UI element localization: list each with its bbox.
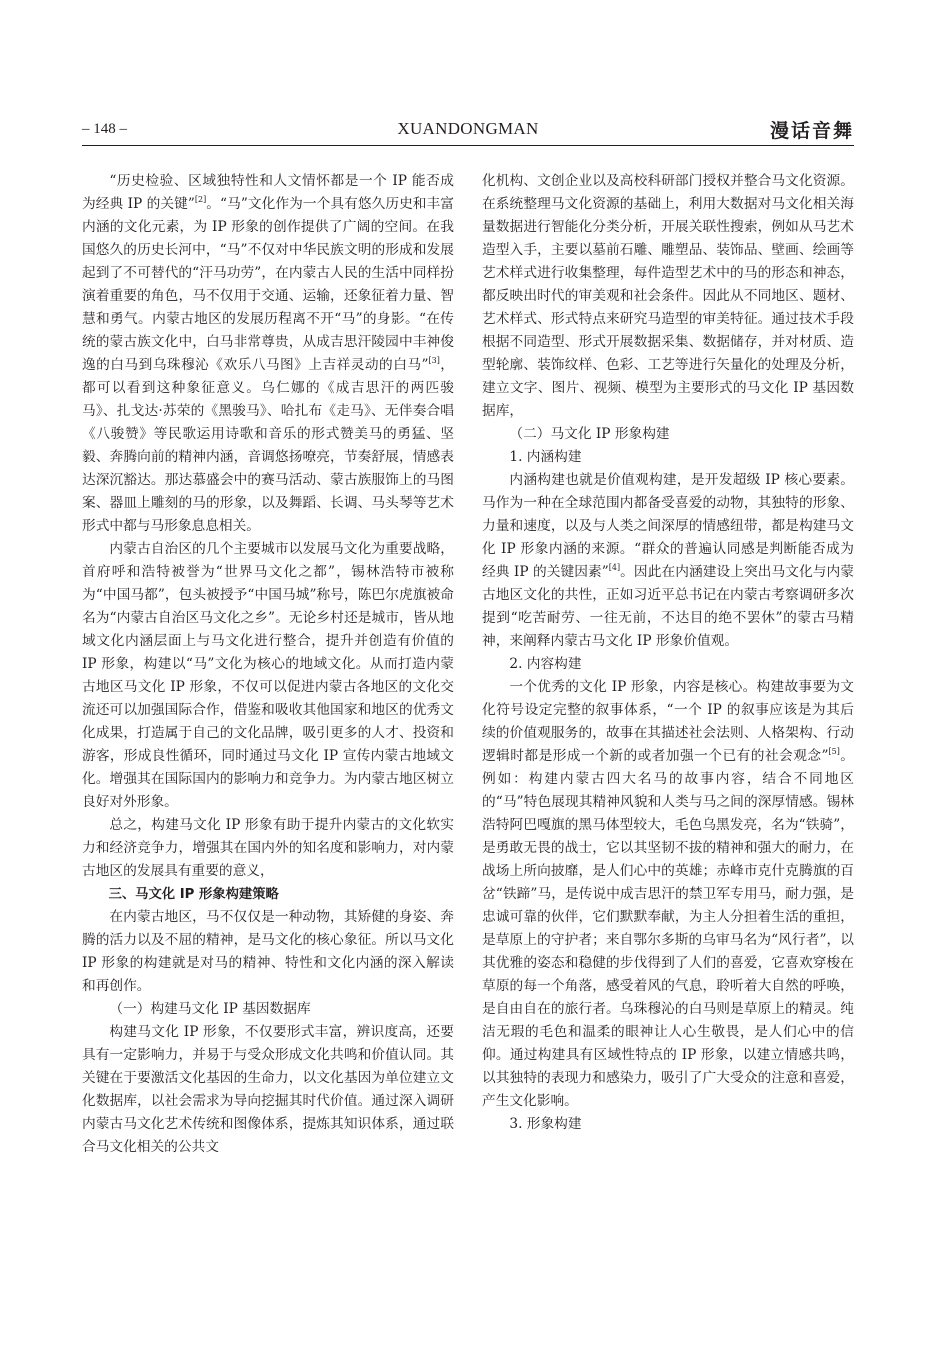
text-run: 。“马”文化作为一个具有悠久历史和丰富内涵的文化元素，为 IP 形象的创作提供了广阔的空间。在我国悠久的历史长河中，“马”不仅对中华民族文明的形成和发展起到了不可替代的“汗马功劳”，在内蒙古人民的生活中同样扮演着重要的角色，马不仅用于交通、运输，还象征着力量、智慧和勇气。内蒙古地区的发展历程离不开“马”的身影。“在传统的蒙古族文化中，白马非常尊贵，从成吉思汗陵园中丰神俊逸的白马到乌珠穆沁《欢乐八马图》上吉祥灵动的白马” — [82, 196, 454, 373]
right-column — [482, 170, 854, 1136]
text-run: 一个优秀的文化 IP 形象，内容是核心。构建故事要为文化符号设定完整的叙事体系，“一个 IP 的叙事应该是为其后续的价值观服务的，故事在其描述社会法则、人格架构、行动逻辑时都是形成一个新的或者加强一个已有的社会观念” — [482, 679, 854, 764]
citation-ref: [5] — [828, 747, 840, 756]
section-heading: 三、马文化 IP 形象构建策略 — [108, 887, 279, 902]
text-run: 。例如：构建内蒙古四大名马的故事内容，结合不同地区的“马”特色展现其精神风貌和人类与马之间的深厚情感。锡林浩特阿巴嘎旗的黑马体型较大，毛色乌黑发亮，名为“铁骑”，是勇敢无畏的战士，它以其坚韧不拔的精神和强大的耐力，在战场上所向披靡，是人们心中的英雄；赤峰市克什克腾旗的百岔“铁蹄”马，是传说中成吉思汗的禁卫军专用马，耐力强，是忠诚可靠的伙伴，它们默默奉献，为主人分担着生活的重担，是草原上的守护者；来自鄂尔多斯的乌审马名为“风行者”，以其优雅的姿态和稳健的步伐得到了人们的喜爱，它喜欢穿梭在草原的每一个角落，感受着风的气息，聆听着大自然的呼唤，是自由自在的旅行者。乌珠穆沁的白马则是草原上的精灵。纯洁无瑕的毛色和温柔的眼神让人心生敬畏，是人们心中的信仰。通过构建具有区域性特点的 IP 形象，以建立情感共鸣，以其独特的表现力和感染力，吸引了广大受众的注意和喜爱，产生文化影响。 — [482, 748, 854, 1109]
header-rule — [82, 145, 854, 146]
paragraph-continued: 化机构、文创企业以及高校科研部门授权并整合马文化资源。在系统整理马文化资源的基础上，利用大数据对马文化相关海量数据进行智能化分类分析，开展关联性搜索，例如从马艺术造型入手，主要以墓前石雕、雕塑品、装饰品、壁画、绘画等艺术样式进行收集整理，每件造型艺术中的马的形态和神态，都反映出时代的审美观和社会条件。因此从不同地区、题材、艺术样式、形式特点来研究马造型的审美特征。通过技术手段根据不同造型、形式开展数据采集、数据储存，并对材质、造型轮廓、装饰纹样、色彩、工艺等进行矢量化的处理及分析，建立文字、图片、视频、模型为主要形式的马文化 IP 基因数据库， — [482, 173, 854, 419]
paragraph — [82, 170, 454, 538]
paragraph: 构建马文化 IP 形象，不仅要形式丰富，辨识度高，还要具有一定影响力，并易于与受众形成文化共鸣和价值认同。其关键在于要激活文化基因的生命力，以文化基因为单位建立文化数据库，以社会需求为导向挖掘其时代价值。通过深入调研内蒙古马文化艺术传统和图像体系，提炼其知识体系，通过联合马文化相关的公共文 — [82, 1024, 454, 1155]
subsection-heading: （二）马文化 IP 形象构建 — [509, 426, 670, 442]
text-run: “历史检验、区域独特性和人文情怀都是一个 IP 能否成为经典 IP 的关键” — [82, 173, 454, 212]
paragraph: 总之，构建马文化 IP 形象有助于提升内蒙古的文化软实力和经济竞争力，增强其在国内外的知名度和影响力，对内蒙古地区的发展具有重要的意义， — [82, 817, 454, 879]
left-column — [82, 170, 454, 1159]
text-run: 。因此在内涵建设上突出马文化与内蒙古地区文化的共性，正如习近平总书记在内蒙古考察调研多次提到“吃苦耐劳、一往无前，不达目的绝不罢休”的蒙古马精神，来阐释内蒙古马文化 IP 形象价值观。 — [482, 564, 854, 649]
running-header — [82, 118, 854, 146]
paragraph — [482, 676, 854, 1113]
text-run: ，都可以看到这种象征意义。乌仁娜的《成吉思汗的两匹骏马》、扎戈达·苏荣的《黑骏马》、哈扎布《走马》、无伴奏合唱《八骏赞》等民歌运用诗歌和音乐的形式赞美马的勇猛、坚毅、奔腾向前的精神内涵，音调悠扬嘹亮，节奏舒展，情感表达深沉豁达。那达慕盛会中的赛马活动、蒙古族服饰上的马图案、器皿上雕刻的马的形象，以及舞蹈、长调、马头琴等艺术形式中都与马形象息息相关。 — [82, 357, 454, 534]
numbered-heading: 1. 内涵构建 — [509, 449, 582, 465]
numbered-heading: 2. 内容构建 — [509, 656, 582, 672]
numbered-heading: 3. 形象构建 — [509, 1116, 582, 1132]
journal-title-english: XUANDONGMAN — [397, 119, 539, 138]
paragraph — [482, 469, 854, 653]
paragraph: 内蒙古自治区的几个主要城市以发展马文化为重要战略，首府呼和浩特被誉为“世界马文化之都”，锡林浩特市被称为“中国马都”，包头被授予“中国马城”称号，陈巴尔虎旗被命名为“内蒙古自治区马文化之乡”。无论乡村还是城市，皆从地域文化内涵层面上与马文化进行整合，提升并创造有价值的 IP 形象，构建以“马”文化为核心的地域文化。从而打造内蒙古地区马文化 IP 形象，不仅可以促进内蒙古各地区的文化交流还可以加强国际合作，借鉴和吸收其他国家和地区的优秀文化成果，打造属于自己的文化品牌，吸引更多的人才、投资和游客，形成良性循环，同时通过马文化 IP 宣传内蒙古地域文化。增强其在国际国内的影响力和竞争力。为内蒙古地区树立良好对外形象。 — [82, 541, 454, 810]
citation-ref: [4] — [608, 563, 621, 572]
citation-ref: [3] — [428, 356, 440, 365]
paragraph: 在内蒙古地区，马不仅仅是一种动物，其矫健的身姿、奔腾的活力以及不屈的精神，是马文化的核心象征。所以马文化 IP 形象的构建就是对马的精神、特性和文化内涵的深入解读和再创作。 — [82, 909, 454, 994]
page-number: – 148 – — [82, 121, 127, 137]
journal-title-chinese: 漫话音舞 — [769, 120, 854, 142]
citation-ref: [2] — [194, 195, 207, 204]
text-run: 内涵构建也就是价值观构建，是开发超级 IP 核心要素。马作为一种在全球范围内都备受喜爱的动物，其独特的形象、力量和速度，以及与人类之间深厚的情感纽带，都是构建马文化 IP 形象内涵的来源。“群众的普遍认同感是判断能否成为经典 IP 的关键因素” — [482, 472, 854, 580]
subsection-heading: （一）构建马文化 IP 基因数据库 — [109, 1001, 311, 1017]
